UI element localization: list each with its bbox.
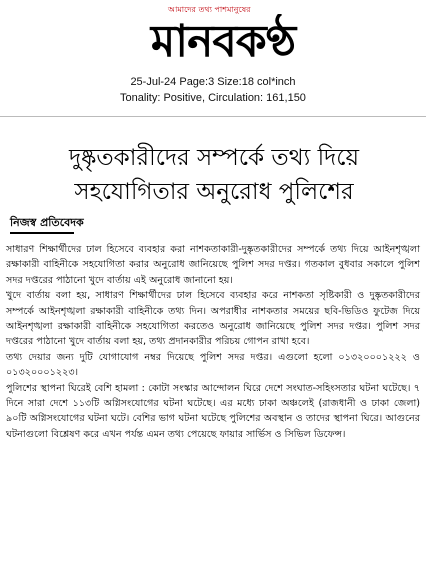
- byline-underline: [10, 232, 74, 234]
- article-paragraph: খুদে বার্তায় বলা হয়, সাধারণ শিক্ষার্থীদের ঢাল হিসেবে ব্যবহার করে নাশকতা সৃষ্টিকারী ও দুষ্কৃতকারীদের সম্পর্কে আইনশৃঙ্খলা রক্ষাকারী বাহিনীকে তথ্য দিন। অপরাধীর নাশকতার সময়ের ছবি-ভিডিও ফুটেজ দিয়ে আইনশৃঙ্খলা রক্ষাকারী বাহিনীকে সহযোগিতা করতেও অনুরোধ জানিয়েছে পুলিশ সদর দপ্তর। পুলিশ সদর দপ্তরের পাঠানো খুদে বার্তায় বলা হয়, তথ্য প্রদানকারীর পরিচয় গোপন রাখা হবে।: [6, 290, 420, 348]
- divider: [0, 116, 426, 117]
- masthead: [0, 0, 426, 72]
- clip-info-date-size: 25-Jul-24 Page:3 Size:18 col*inch: [130, 76, 296, 88]
- clip-info-tonality: Tonality: Positive, Circulation: 161,150: [120, 92, 306, 104]
- article-headline: দুষ্কৃতকারীদের সম্পর্কে তথ্য দিয়ে সহযোগিতার অনুরোধ পুলিশের: [68, 145, 360, 206]
- article-body: [6, 242, 420, 442]
- article-paragraph: পুলিশের স্থাপনা ঘিরেই বেশি হামলা : কোটা সংস্কার আন্দোলন ঘিরে দেশে সংঘাত-সহিংসতার ঘটনা ঘটেছে। ৭ দিনে সারা দেশে ১১৩টি অগ্নিসংযোগের ঘটনা ঘটেছে। এর মধ্যে ঢাকা অঞ্চলেই (রাজধানী ও ঢাকা জেলা) ৯০টি অগ্নিসংযোগের ঘটনা ঘটে। বেশির ভাগ ঘটনা ঘটেছে পুলিশের অবস্থান ও তাদের স্থাপনা ঘিরে। আগুনের ঘটনাগুলো বিশ্লেষণ করে এখন পর্যন্ত এমন তথ্য পেয়েছে ফায়ার সার্ভিস ও সিভিল ডিফেন্স।: [6, 382, 420, 440]
- article-paragraph: তথ্য দেয়ার জন্য দুটি যোগাযোগ নম্বর দিয়েছে পুলিশ সদর দপ্তর। এগুলো হলো ০১৩২০০০১২২২ ও ০১৩২০০০১২২৩।: [6, 351, 420, 379]
- masthead-tagline: আমাদের তথ্য পাশমানুষের: [168, 5, 251, 14]
- newspaper-logo: মানবকণ্ঠ: [150, 16, 296, 67]
- article-paragraph: সাধারণ শিক্ষার্থীদের ঢাল হিসেবে ব্যবহার করা নাশকতাকারী-দুষ্কৃতকারীদের সম্পর্কে তথ্য দিয়ে আইনশৃঙ্খলা রক্ষাকারী বাহিনীকে সহযোগিতা করার অনুরোধ জানিয়েছে পুলিশ সদর দপ্তর। গতকাল বুধবার সকালে পুলিশ সদর দপ্তরের পাঠানো খুদে বার্তায় এই অনুরোধ জানানো হয়।: [6, 244, 420, 286]
- article-byline: নিজস্ব প্রতিবেদক: [10, 216, 84, 229]
